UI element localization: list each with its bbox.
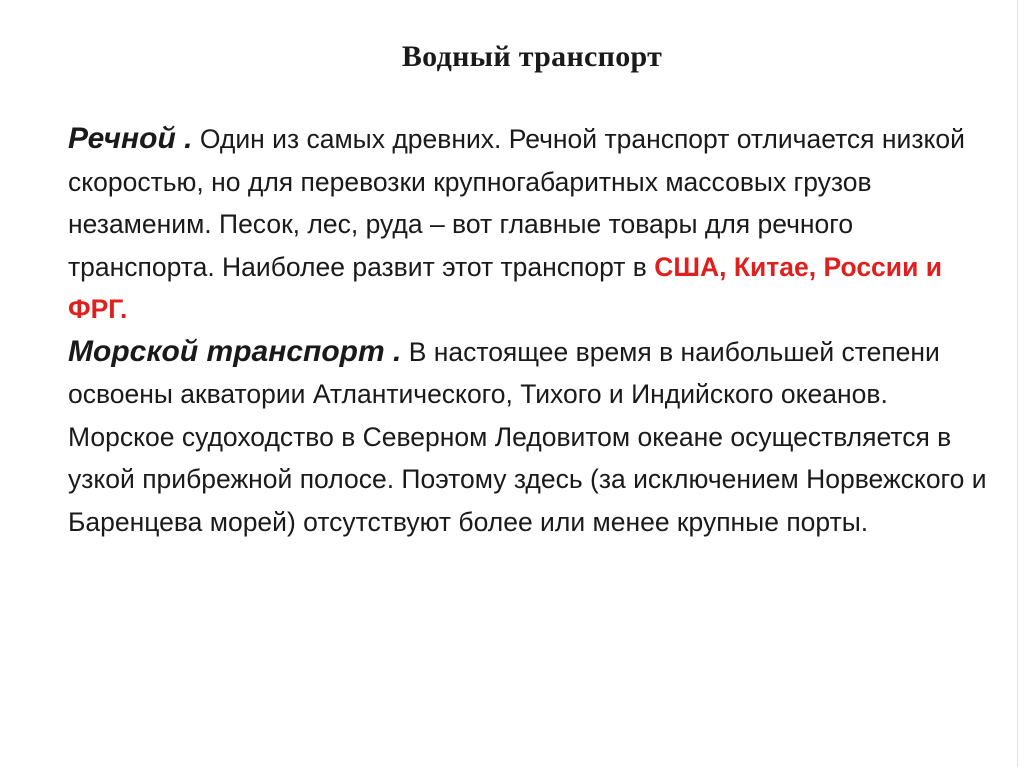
river-transport-text: Один из самых древних. Речной транспорт отличается низкой скоростью, но для перевозки крупногабаритных массовых грузов незаменим. Песок, лес, руда – вот главные товары для речного транспорта. Наиболее развит этот транспорт в — [68, 124, 965, 282]
river-transport-countries: США, Китае, России и ФРГ. — [68, 251, 943, 324]
river-transport-paragraph — [68, 118, 988, 331]
slide-title: Водный транспорт — [401, 40, 663, 73]
sea-transport-heading: Морской транспорт . — [68, 334, 402, 368]
slide-body — [68, 118, 988, 543]
slide-edge-divider — [1017, 0, 1018, 767]
sea-transport-text: В настоящее время в наибольшей степени освоены акватории Атлантического, Тихого и Индийского океанов. Морское судоходство в Северном Ледовитом океане осуществляется в узкой прибрежной полосе. Поэтому здесь (за исключением Норвежского и Баренцева морей) отсутствуют более или менее крупные порты. — [68, 336, 987, 537]
river-transport-heading: Речной . — [68, 122, 193, 155]
sea-transport-paragraph — [68, 331, 988, 544]
